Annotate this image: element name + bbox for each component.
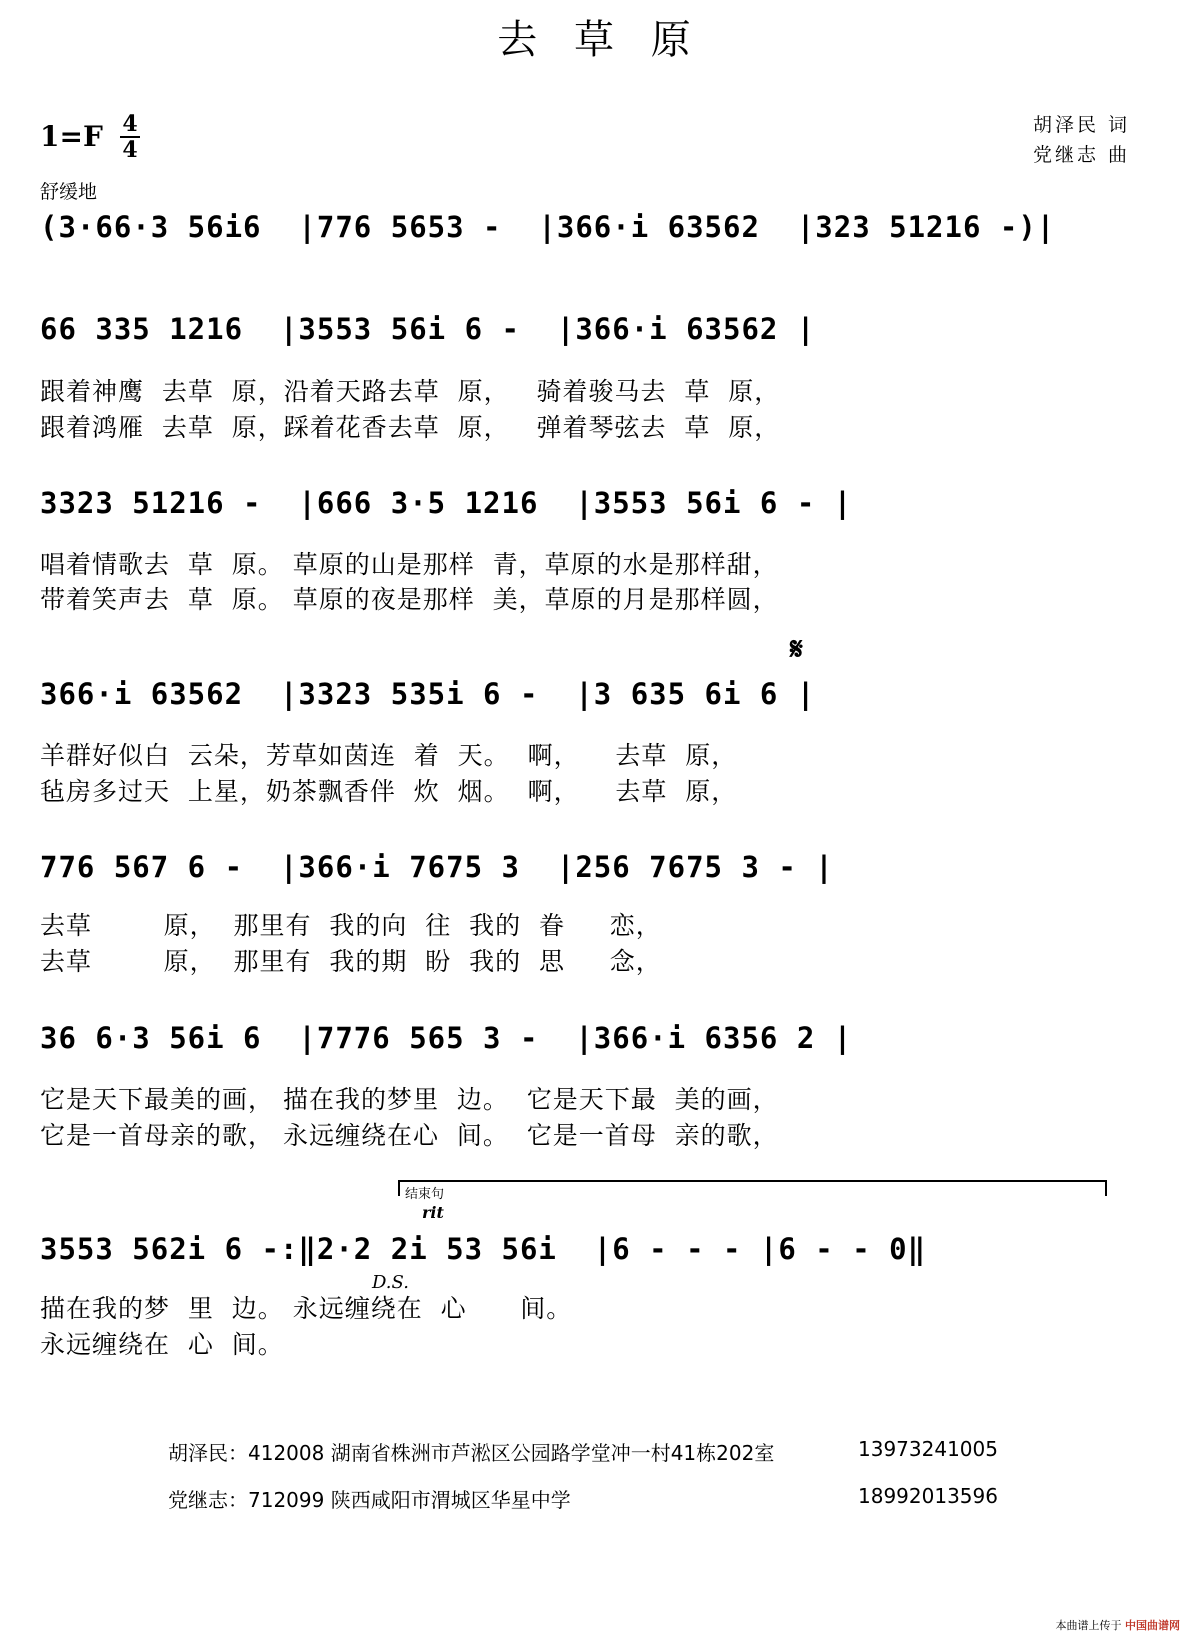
- lyrics-line-1-verse-1: 跟着神鹰 去草 原，沿着天路去草 原， 骑着骏马去 草 原，: [40, 377, 781, 406]
- lyrics-line-4-verse-1: 去草 原， 那里有 我的向 往 我的 眷 恋，: [40, 911, 662, 940]
- site-brand-logo[interactable]: 中国曲谱网: [1125, 1619, 1180, 1632]
- footer-contact-2-address: 党继志：712099 陕西咸阳市渭城区华星中学: [168, 1488, 571, 1512]
- page-title: 去 草 原: [497, 17, 703, 63]
- notation-line-4: 776 567 6 - |366·i 7675 3 |256 7675 3 - |: [40, 850, 834, 884]
- footer-contact-2: [168, 1484, 998, 1513]
- segno-sign: 𝄋: [790, 632, 803, 667]
- footer-contact-1-phone: 13973241005: [858, 1437, 998, 1461]
- lyrics-line-3-verse-1: 羊群好似白 云朵，芳草如茵连 着 天。 啊， 去草 原，: [40, 741, 738, 770]
- notation-line-6: 3553 562i 6 -:‖2·2 2i 53 56i |6 - - - |6 - - 0‖: [40, 1232, 927, 1266]
- lyrics-line-2-verse-2: 带着笑声去 草 原。 草原的夜是那样 美，草原的月是那样圆，: [40, 585, 779, 614]
- lyrics-line-6-verse-1: 描在我的梦 里 边。 永远缠绕在 心 间。: [40, 1294, 573, 1323]
- time-signature: [120, 112, 140, 162]
- upload-text: 本曲谱上传于: [1055, 1619, 1122, 1632]
- rit-marking: rit: [422, 1203, 444, 1222]
- footer-contact-1: [168, 1437, 998, 1466]
- lyrics-line-2-verse-1: 唱着情歌去 草 原。 草原的山是那样 青，草原的水是那样甜，: [40, 550, 779, 579]
- lyrics-line-1-verse-2: 跟着鸿雁 去草 原，踩着花香去草 原， 弹着琴弦去 草 原，: [40, 413, 781, 442]
- key-signature: 1=F: [40, 120, 103, 153]
- notation-line-0: (3·66·3 56i6 |776 5653 - |366·i 63562 |323 51216 -)|: [40, 210, 1056, 244]
- ending-label: 结束句: [405, 1187, 445, 1202]
- composer-credit: 党继志 曲: [1032, 144, 1130, 166]
- time-signature-bottom: 4: [120, 136, 140, 162]
- lyrics-line-6-verse-2: 永远缠绕在 心 间。: [40, 1330, 284, 1359]
- footer-contact-1-address: 胡泽民：412008 湖南省株洲市芦淞区公园路学堂冲一村41栋202室: [168, 1441, 775, 1465]
- tempo-marking: 舒缓地: [40, 181, 98, 203]
- notation-line-5: 36 6·3 56i 6 |7776 565 3 - |366·i 6356 2 |: [40, 1021, 853, 1055]
- ds-marking: D.S.: [372, 1272, 409, 1293]
- notation-line-1: 66 335 1216 |3553 56i 6 - |366·i 63562 |: [40, 312, 816, 346]
- lyrics-line-5-verse-1: 它是天下最美的画， 描在我的梦里 边。 它是天下最 美的画，: [40, 1085, 779, 1114]
- time-signature-top: 4: [122, 111, 138, 137]
- notation-line-3: 366·i 63562 |3323 535i 6 - |3 635 6i 6 |: [40, 677, 816, 711]
- lyricist-credit: 胡泽民 词: [1032, 114, 1130, 136]
- lyrics-line-4-verse-2: 去草 原， 那里有 我的期 盼 我的 思 念，: [40, 947, 662, 976]
- lyrics-line-3-verse-2: 毡房多过天 上星，奶茶飘香伴 炊 烟。 啊， 去草 原，: [40, 777, 738, 806]
- footer-contact-2-phone: 18992013596: [858, 1484, 998, 1508]
- notation-line-2: 3323 51216 - |666 3·5 1216 |3553 56i 6 - |: [40, 486, 853, 520]
- upload-notice: [1056, 1617, 1181, 1633]
- ending-bracket: [398, 1180, 1107, 1196]
- lyrics-line-5-verse-2: 它是一首母亲的歌， 永远缠绕在心 间。 它是一首母 亲的歌，: [40, 1121, 779, 1150]
